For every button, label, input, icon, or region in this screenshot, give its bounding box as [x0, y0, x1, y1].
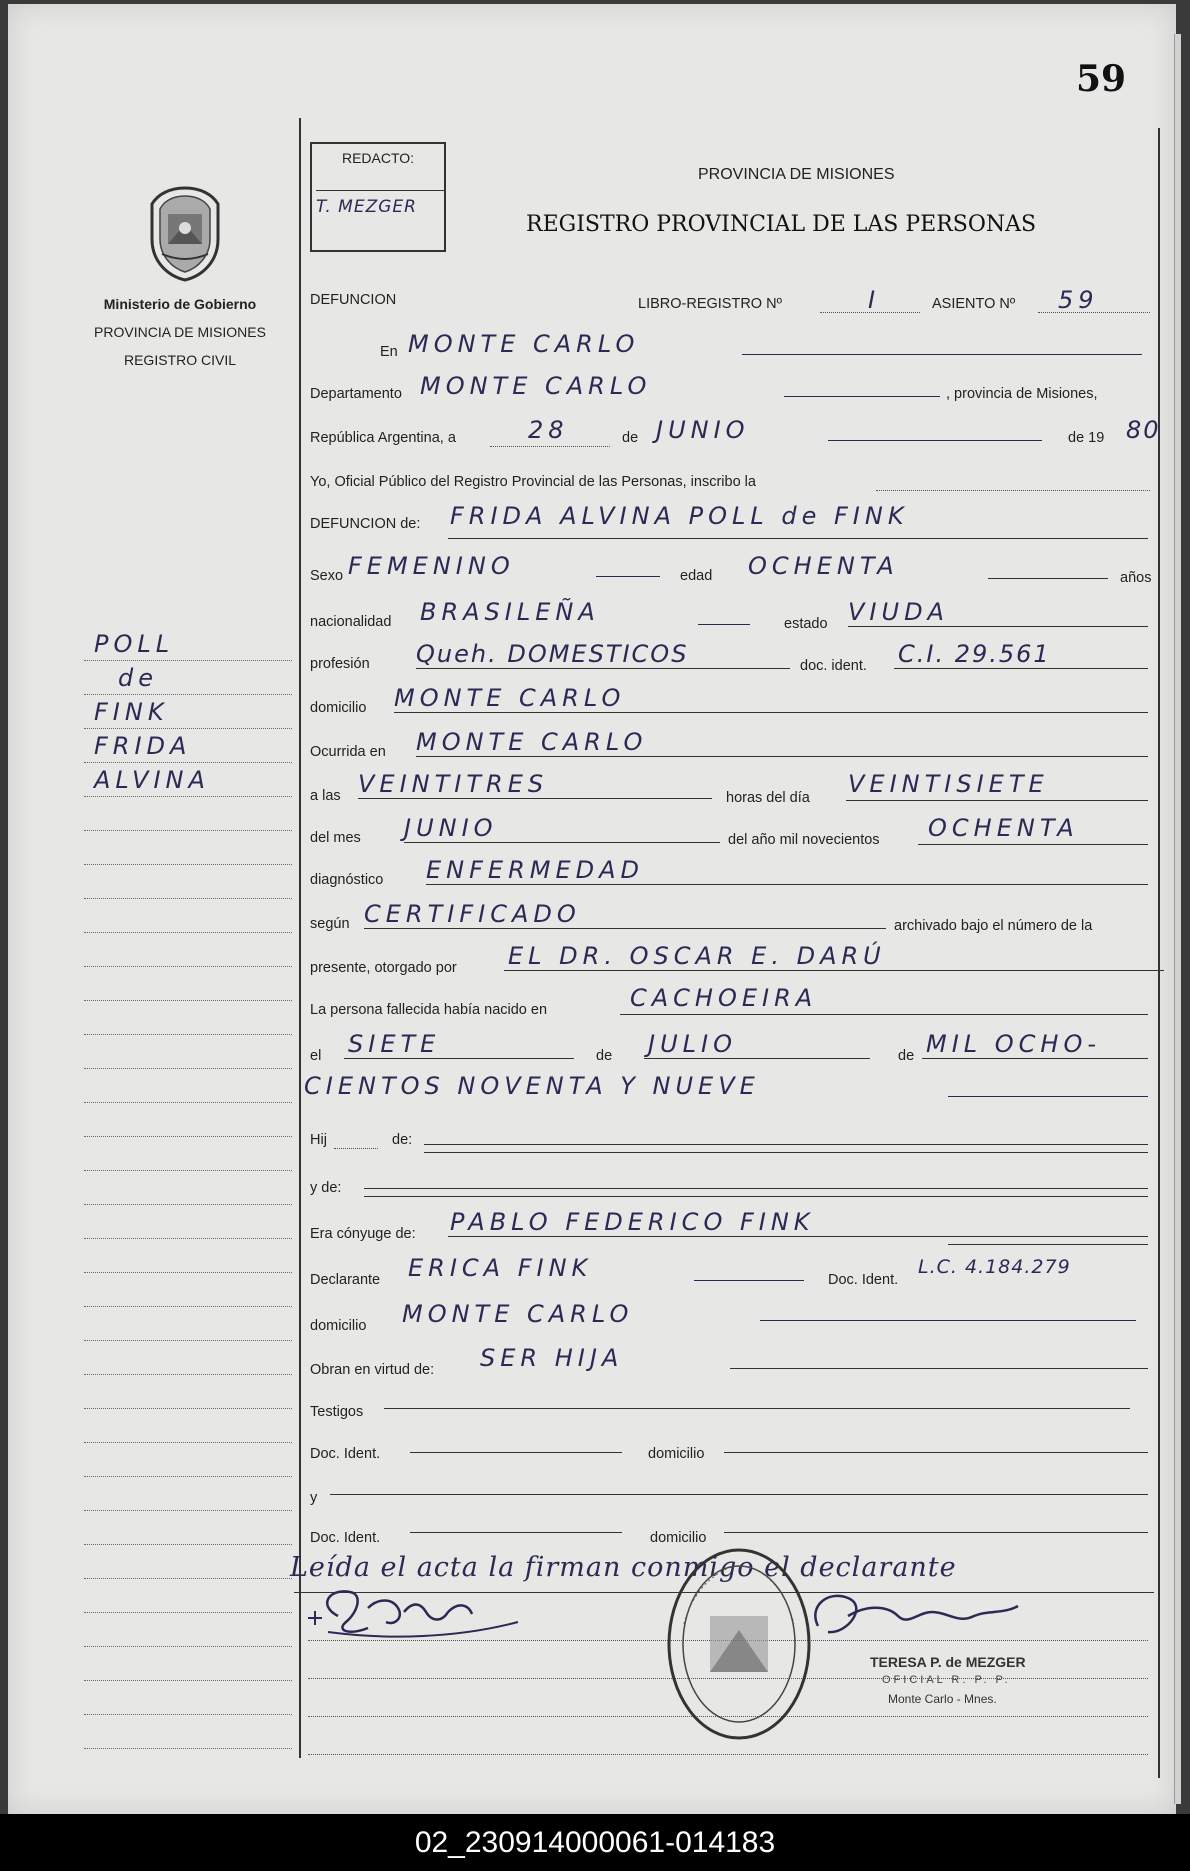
de2-label: de	[596, 1048, 613, 1064]
margin-line	[84, 1442, 292, 1443]
domicilio-label: domicilio	[310, 700, 367, 716]
a-las-label: a las	[310, 788, 341, 804]
image-id-caption: 02_230914000061-014183	[0, 1814, 1190, 1871]
sexo-dash	[596, 576, 660, 577]
domicilio3-label: domicilio	[648, 1446, 705, 1462]
margin-line	[84, 1476, 292, 1477]
doc2-label: Doc. Ident.	[310, 1530, 381, 1546]
doc1-line	[410, 1452, 622, 1453]
left-rule	[299, 118, 301, 1758]
nac-anio-value: MIL OCHO-	[926, 1030, 1102, 1058]
right-rule	[1158, 128, 1160, 1778]
presente-value: EL DR. OSCAR E. DARÚ	[508, 942, 886, 970]
redacto-value: T. MEZGER	[316, 190, 444, 217]
profesion-line	[416, 668, 790, 669]
del-mes-value: JUNIO	[404, 814, 498, 842]
edad-line	[988, 578, 1108, 579]
margin-name: FINK	[94, 698, 169, 726]
presente-label: presente, otorgado por	[310, 960, 457, 976]
diagnostico-value: ENFERMEDAD	[426, 856, 645, 884]
y-de-line2	[364, 1196, 1148, 1197]
margin-line	[84, 796, 292, 797]
margin-line	[84, 1204, 292, 1205]
dia-line	[490, 446, 610, 447]
officer-name: TERESA P. de MEZGER	[870, 1654, 1026, 1670]
domicilio2-value: MONTE CARLO	[402, 1300, 634, 1328]
hij-de-label: de:	[392, 1132, 413, 1148]
nac-anio2-dash	[948, 1096, 1148, 1097]
yo-label: Yo, Oficial Público del Registro Provincial de las Personas, inscribo la	[310, 474, 756, 490]
margin-line	[84, 966, 292, 967]
doc-ident-value: C.I. 29.561	[898, 640, 1051, 668]
margin-line	[84, 1374, 292, 1375]
ministry-line1: Ministerio de Gobierno	[103, 296, 257, 312]
margin-line	[84, 1578, 292, 1579]
domicilio-line	[394, 712, 1148, 713]
defuncion-de-line	[448, 538, 1148, 539]
margin-line	[84, 1510, 292, 1511]
dia-value: 28	[528, 416, 569, 444]
domicilio-value: MONTE CARLO	[394, 684, 626, 712]
decl-doc-label: Doc. Ident.	[828, 1272, 899, 1288]
segun-label: según	[310, 916, 350, 932]
edad-label: edad	[680, 568, 713, 584]
obran-line	[730, 1368, 1148, 1369]
dia-muerte-value: VEINTISIETE	[848, 770, 1049, 798]
official-stamp	[664, 1544, 814, 1744]
dia-muerte-line	[846, 800, 1148, 801]
domicilio2-dash	[760, 1320, 1136, 1321]
margin-line	[84, 1170, 292, 1171]
en-value: MONTE CARLO	[408, 330, 640, 358]
margin-line	[84, 932, 292, 933]
domicilio2-label: domicilio	[310, 1318, 367, 1334]
departamento-label: Departamento	[310, 386, 402, 402]
asiento-value: 59	[1058, 286, 1099, 314]
estado-value: VIUDA	[848, 598, 949, 626]
act-type: DEFUNCION	[310, 292, 397, 308]
decl-doc-value: L.C. 4.184.279	[918, 1256, 1071, 1278]
diagnostico-label: diagnóstico	[310, 872, 384, 888]
nacido-value: CACHOEIRA	[630, 984, 818, 1012]
del-mes-line	[404, 842, 720, 843]
page-edge	[1174, 34, 1181, 1804]
horas-label: horas del día	[726, 790, 810, 806]
margin-line	[84, 728, 292, 729]
obran-label: Obran en virtud de:	[310, 1362, 435, 1378]
obran-value: SER HIJA	[480, 1344, 624, 1372]
edad-value: OCHENTA	[748, 552, 899, 580]
nac-mes-value: JULIO	[648, 1030, 737, 1058]
del-mes-label: del mes	[310, 830, 361, 846]
officer-role: OFICIAL R. P. P.	[882, 1674, 1011, 1686]
el-line	[344, 1058, 574, 1059]
margin-line	[84, 1544, 292, 1545]
margin-line	[84, 762, 292, 763]
en-dash	[742, 354, 1142, 355]
en-label: En	[380, 344, 398, 360]
profesion-label: profesión	[310, 656, 370, 672]
redacto-label: REDACTO:	[341, 150, 415, 166]
margin-line	[84, 1000, 292, 1001]
document-page	[8, 4, 1176, 1814]
ocurrida-value: MONTE CARLO	[416, 728, 648, 756]
margin-line	[84, 1136, 292, 1137]
margin-line	[84, 1748, 292, 1749]
margin-line	[84, 660, 292, 661]
anos-label: años	[1120, 570, 1152, 586]
presente-line	[504, 970, 1164, 971]
margin-line	[84, 1646, 292, 1647]
ocurrida-label: Ocurrida en	[310, 744, 386, 760]
margin-line	[84, 1680, 292, 1681]
provincia-label: , provincia de Misiones,	[946, 386, 1098, 402]
estado-line	[848, 626, 1148, 627]
archivado-label: archivado bajo el número de la	[894, 918, 1093, 934]
doc1-label: Doc. Ident.	[310, 1446, 381, 1462]
anio-line	[918, 844, 1148, 845]
y-de-label: y de:	[310, 1180, 342, 1196]
hij-label: Hij	[310, 1132, 327, 1148]
nac-anio-value2: CIENTOS NOVENTA Y NUEVE	[304, 1072, 760, 1100]
ocurrida-line	[416, 756, 1148, 757]
doc-ident-line	[894, 668, 1148, 669]
margin-line	[84, 1102, 292, 1103]
declarante-label: Declarante	[310, 1272, 381, 1288]
defuncion-de-value: FRIDA ALVINA POLL de FINK	[450, 502, 909, 530]
y-line	[330, 1494, 1148, 1495]
margin-line	[84, 864, 292, 865]
hij-line	[334, 1148, 378, 1149]
margin-line	[84, 1238, 292, 1239]
nac-mes-line	[644, 1058, 870, 1059]
margin-name: ALVINA	[94, 766, 210, 794]
nacionalidad-value: BRASILEÑA	[420, 598, 600, 626]
margin-line	[84, 1272, 292, 1273]
diagnostico-line	[426, 884, 1148, 885]
year-value: 80	[1126, 416, 1161, 444]
mes-dash	[828, 440, 1042, 441]
margin-name: de	[118, 664, 158, 692]
testigos-label: Testigos	[310, 1404, 364, 1420]
de-label: de	[622, 430, 639, 446]
nacido-label: La persona fallecida había nacido en	[310, 1002, 548, 1018]
a-las-value: VEINTITRES	[358, 770, 549, 798]
margin-line	[84, 1408, 292, 1409]
testigos-line	[384, 1408, 1130, 1409]
segun-value: CERTIFICADO	[364, 900, 581, 928]
sexo-label: Sexo	[310, 568, 344, 584]
declarante-value: ERICA FINK	[408, 1254, 593, 1282]
nac-anio-line	[922, 1058, 1148, 1059]
margin-line	[84, 1714, 292, 1715]
anio-value: OCHENTA	[928, 814, 1079, 842]
nacionalidad-dash	[698, 624, 750, 625]
header-province: PROVINCIA DE MISIONES	[698, 166, 895, 183]
hij-de-line2	[424, 1152, 1148, 1153]
republica-label: República Argentina, a	[310, 430, 456, 446]
domicilio4-line	[724, 1532, 1148, 1533]
libro-label: LIBRO-REGISTRO Nº	[638, 296, 782, 312]
margin-name: POLL	[94, 630, 175, 658]
segun-line	[364, 928, 886, 929]
ministry-line2: PROVINCIA DE MISIONES	[94, 324, 266, 340]
departamento-value: MONTE CARLO	[420, 372, 652, 400]
domicilio3-line	[724, 1452, 1148, 1453]
doc-ident-label: doc. ident.	[800, 658, 867, 674]
ministry-seal	[140, 184, 230, 284]
el-value: SIETE	[348, 1030, 441, 1058]
officer-place: Monte Carlo - Mnes.	[888, 1692, 997, 1706]
nacido-line	[620, 1014, 1148, 1015]
el-label: el	[310, 1048, 322, 1064]
hij-de-line	[424, 1144, 1148, 1145]
closing-text: Leída el acta la firman conmigo el declarante	[290, 1552, 957, 1583]
margin-line	[84, 1340, 292, 1341]
margin-line	[84, 830, 292, 831]
ministry-line3: REGISTRO CIVIL	[123, 352, 237, 368]
mes-value: JUNIO	[656, 416, 750, 444]
anio-label: del año mil novecientos	[728, 832, 880, 848]
yo-line	[876, 490, 1150, 491]
header-title: REGISTRO PROVINCIAL DE LAS PERSONAS	[526, 212, 1037, 237]
margin-name: FRIDA	[94, 732, 192, 760]
y-de-line	[364, 1188, 1148, 1189]
margin-line	[84, 1612, 292, 1613]
signature-line	[308, 1754, 1148, 1755]
conyuge-value: PABLO FEDERICO FINK	[450, 1208, 815, 1236]
asiento-label: ASIENTO Nº	[932, 296, 1016, 312]
conyuge-line	[448, 1236, 1148, 1237]
declarante-dash	[694, 1280, 804, 1281]
estado-label: estado	[784, 616, 828, 632]
profesion-value: Queh. DOMESTICOS	[416, 640, 689, 668]
margin-line	[84, 1306, 292, 1307]
margin-line	[84, 898, 292, 899]
margin-line	[84, 1034, 292, 1035]
a-las-line	[358, 798, 712, 799]
departamento-dash	[784, 396, 940, 397]
officer-signature	[808, 1586, 1038, 1646]
de3-label: de	[898, 1048, 915, 1064]
folio-number: 59	[1076, 58, 1127, 100]
libro-value: I	[868, 286, 881, 314]
redacto-box	[310, 142, 446, 252]
sexo-value: FEMENINO	[348, 552, 515, 580]
domicilio4-label: domicilio	[650, 1530, 707, 1546]
y-label: y	[310, 1490, 318, 1506]
doc2-line	[410, 1532, 622, 1533]
conyuge-line2	[948, 1244, 1148, 1245]
margin-line	[84, 1068, 292, 1069]
margin-line	[84, 694, 292, 695]
declarant-signature	[308, 1578, 548, 1648]
defuncion-de-label: DEFUNCION de:	[310, 516, 421, 532]
conyuge-label: Era cónyuge de:	[310, 1226, 416, 1242]
nacionalidad-label: nacionalidad	[310, 614, 392, 630]
year-prefix: de 19	[1068, 430, 1105, 446]
